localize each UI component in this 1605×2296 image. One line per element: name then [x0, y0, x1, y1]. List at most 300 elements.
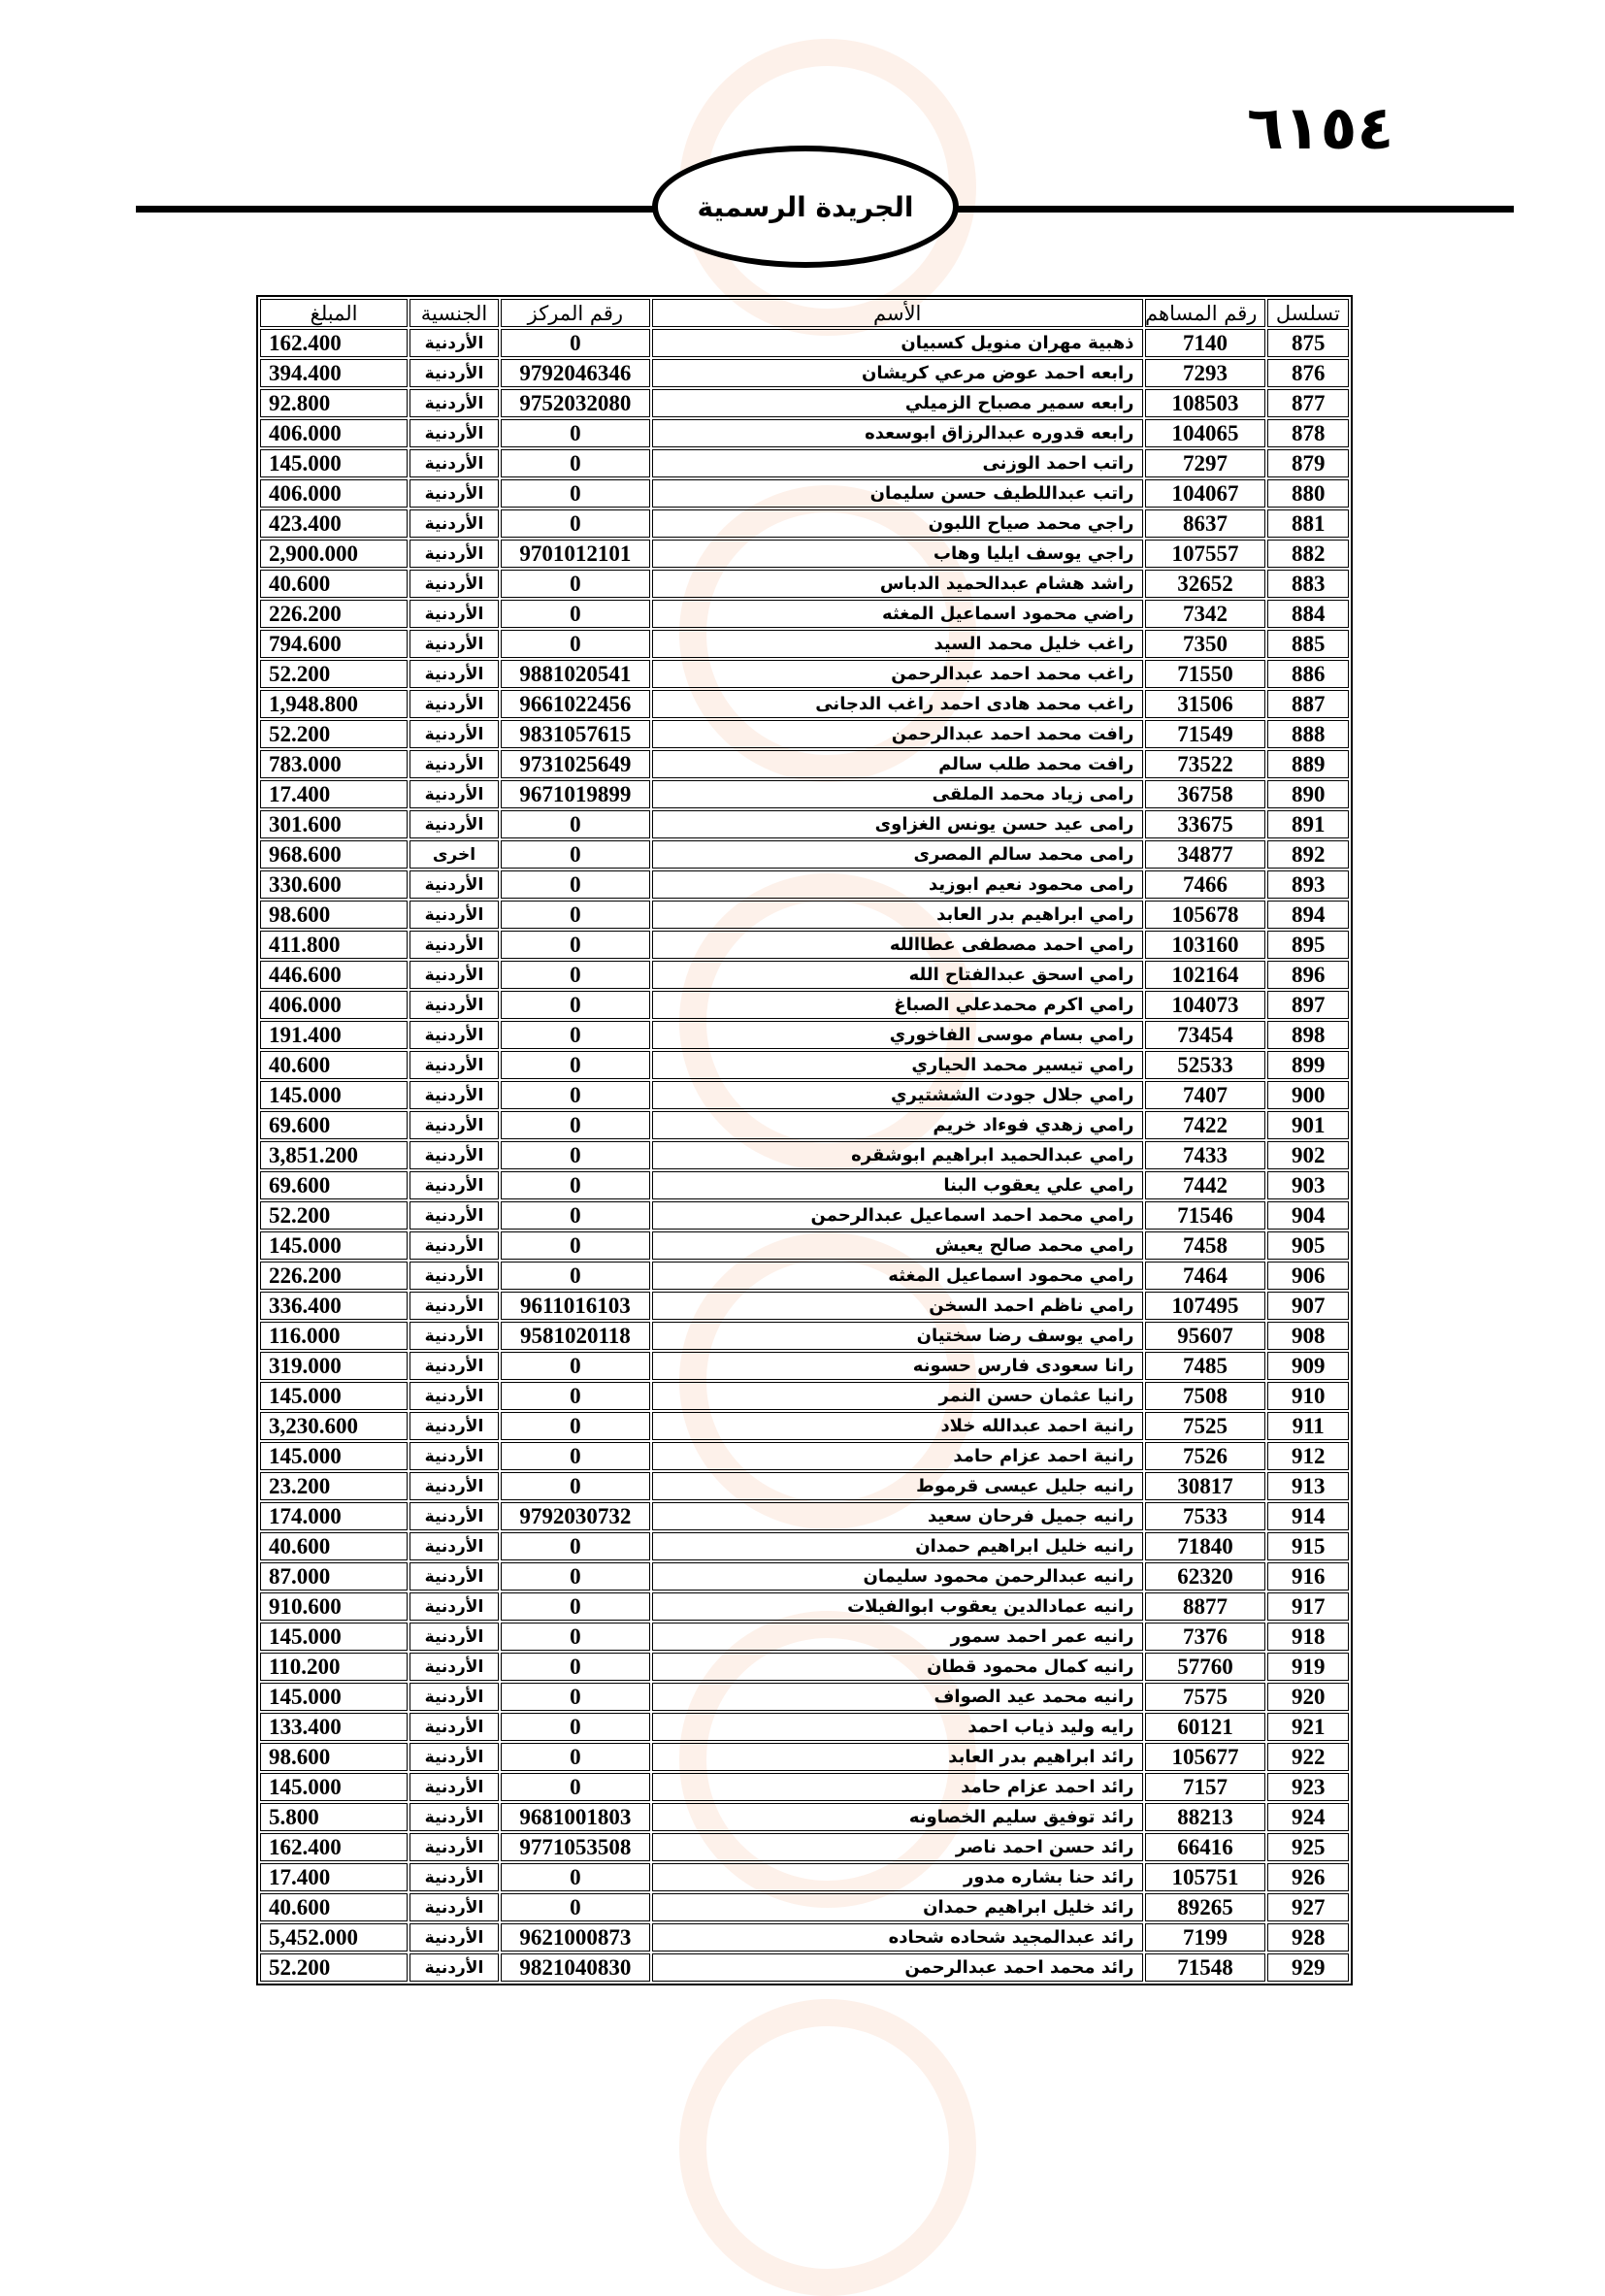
nationality-cell: الأردنية	[409, 1923, 499, 1952]
center-no-cell: 9661022456	[501, 690, 650, 718]
table-row	[260, 1412, 1349, 1440]
name-cell: راتب عبداللطيف حسن سليمان	[652, 479, 1143, 508]
name-cell: رانا سعودى فارس حسونه	[652, 1352, 1143, 1380]
shareholder-no-cell: 7342	[1145, 600, 1266, 628]
serial-cell: 921	[1267, 1713, 1349, 1741]
amount-cell: 336.400	[260, 1292, 408, 1320]
table-row	[260, 1292, 1349, 1320]
shareholder-no-cell: 7140	[1145, 329, 1266, 357]
table-row	[260, 1201, 1349, 1230]
name-cell: راغب خليل محمد السيد	[652, 630, 1143, 658]
serial-cell: 880	[1267, 479, 1349, 508]
center-no-cell: 9731025649	[501, 750, 650, 778]
name-cell: رانية احمد عبدالله خلاد	[652, 1412, 1143, 1440]
shareholder-no-cell: 7293	[1145, 359, 1266, 387]
nationality-cell: الأردنية	[409, 720, 499, 748]
table-row	[260, 660, 1349, 688]
amount-cell: 423.400	[260, 509, 408, 538]
serial-cell: 917	[1267, 1592, 1349, 1621]
serial-cell: 926	[1267, 1863, 1349, 1891]
amount-cell: 968.600	[260, 840, 408, 869]
center-no-cell: 0	[501, 1562, 650, 1591]
serial-cell: 883	[1267, 570, 1349, 598]
amount-cell: 301.600	[260, 810, 408, 838]
name-cell: رابعه سمير مصباح الزميلي	[652, 389, 1143, 417]
shareholder-no-cell: 66416	[1145, 1833, 1266, 1861]
table-row	[260, 1051, 1349, 1079]
center-no-cell: 9611016103	[501, 1292, 650, 1320]
serial-cell: 909	[1267, 1352, 1349, 1380]
name-cell: رابعه قدوره عبدالرزاق ابوسعده	[652, 419, 1143, 447]
name-cell: رائد محمد احمد عبدالرحمن	[652, 1953, 1143, 1982]
shareholder-no-cell: 7422	[1145, 1111, 1266, 1139]
serial-cell: 891	[1267, 810, 1349, 838]
name-cell: رافت محمد طلب سالم	[652, 750, 1143, 778]
center-no-cell: 0	[501, 1893, 650, 1921]
shareholder-no-cell: 7485	[1145, 1352, 1266, 1380]
table-row	[260, 540, 1349, 568]
name-cell: رامى محمود نعيم ابوزيد	[652, 870, 1143, 899]
center-no-cell: 0	[501, 1231, 650, 1260]
name-cell: رامي اكرم محمدعلي الصباغ	[652, 991, 1143, 1019]
shareholder-no-cell: 71840	[1145, 1532, 1266, 1560]
center-no-cell: 0	[501, 419, 650, 447]
amount-cell: 145.000	[260, 1773, 408, 1801]
center-no-cell: 0	[501, 1442, 650, 1470]
shareholder-no-cell: 102164	[1145, 961, 1266, 989]
shareholder-no-cell: 36758	[1145, 780, 1266, 808]
shareholder-no-cell: 57760	[1145, 1653, 1266, 1681]
nationality-cell: الأردنية	[409, 600, 499, 628]
name-cell: راضي محمود اسماعيل المغثه	[652, 600, 1143, 628]
name-cell: رامى محمد سالم المصرى	[652, 840, 1143, 869]
center-no-cell: 0	[501, 1262, 650, 1290]
nationality-cell: الأردنية	[409, 570, 499, 598]
nationality-cell: الأردنية	[409, 1171, 499, 1199]
table-row	[260, 1683, 1349, 1711]
name-cell: راتب احمد الوزنى	[652, 449, 1143, 477]
name-cell: راجي يوسف ايليا وهاب	[652, 540, 1143, 568]
shareholder-no-cell: 31506	[1145, 690, 1266, 718]
nationality-cell: الأردنية	[409, 359, 499, 387]
col-header-name: الأسم	[652, 299, 1143, 327]
center-no-cell: 9701012101	[501, 540, 650, 568]
table-row	[260, 1592, 1349, 1621]
amount-cell: 174.000	[260, 1502, 408, 1530]
name-cell: رائد حنا بشاره مدور	[652, 1863, 1143, 1891]
amount-cell: 92.800	[260, 389, 408, 417]
nationality-cell: الأردنية	[409, 931, 499, 959]
table-row	[260, 1562, 1349, 1591]
table-header-row	[260, 299, 1349, 327]
shareholder-no-cell: 7407	[1145, 1081, 1266, 1109]
nationality-cell: الأردنية	[409, 1803, 499, 1831]
name-cell: رانيه عبدالرحمن محمود سليمان	[652, 1562, 1143, 1591]
nationality-cell: الأردنية	[409, 1562, 499, 1591]
serial-cell: 915	[1267, 1532, 1349, 1560]
amount-cell: 145.000	[260, 1442, 408, 1470]
amount-cell: 162.400	[260, 329, 408, 357]
amount-cell: 319.000	[260, 1352, 408, 1380]
name-cell: رامي زهدي فوءاد خريم	[652, 1111, 1143, 1139]
table-row	[260, 1743, 1349, 1771]
serial-cell: 918	[1267, 1623, 1349, 1651]
name-cell: رانيه جميل فرحان سعيد	[652, 1502, 1143, 1530]
shareholder-no-cell: 7466	[1145, 870, 1266, 899]
nationality-cell: اخرى	[409, 840, 499, 869]
serial-cell: 879	[1267, 449, 1349, 477]
amount-cell: 98.600	[260, 1743, 408, 1771]
center-no-cell: 0	[501, 630, 650, 658]
center-no-cell: 9681001803	[501, 1803, 650, 1831]
shareholder-no-cell: 52533	[1145, 1051, 1266, 1079]
shareholder-no-cell: 71549	[1145, 720, 1266, 748]
name-cell: رائد عبدالمجيد شحاده شحاده	[652, 1923, 1143, 1952]
serial-cell: 876	[1267, 359, 1349, 387]
center-no-cell: 9881020541	[501, 660, 650, 688]
amount-cell: 40.600	[260, 1893, 408, 1921]
amount-cell: 3,851.200	[260, 1141, 408, 1169]
name-cell: رامي بسام موسى الفاخوري	[652, 1021, 1143, 1049]
table-row	[260, 1352, 1349, 1380]
shareholder-no-cell: 33675	[1145, 810, 1266, 838]
amount-cell: 2,900.000	[260, 540, 408, 568]
shareholder-no-cell: 7350	[1145, 630, 1266, 658]
nationality-cell: الأردنية	[409, 1442, 499, 1470]
nationality-cell: الأردنية	[409, 810, 499, 838]
serial-cell: 908	[1267, 1322, 1349, 1350]
center-no-cell: 0	[501, 600, 650, 628]
table-row	[260, 479, 1349, 508]
nationality-cell: الأردنية	[409, 329, 499, 357]
shareholder-no-cell: 73454	[1145, 1021, 1266, 1049]
serial-cell: 881	[1267, 509, 1349, 538]
nationality-cell: الأردنية	[409, 1412, 499, 1440]
nationality-cell: الأردنية	[409, 1111, 499, 1139]
nationality-cell: الأردنية	[409, 1141, 499, 1169]
serial-cell: 894	[1267, 901, 1349, 929]
center-no-cell: 0	[501, 1171, 650, 1199]
shareholder-no-cell: 7575	[1145, 1683, 1266, 1711]
table-row	[260, 509, 1349, 538]
name-cell: رامي اسحق عبدالفتاح الله	[652, 961, 1143, 989]
table-row	[260, 1773, 1349, 1801]
shareholder-no-cell: 104065	[1145, 419, 1266, 447]
amount-cell: 40.600	[260, 1532, 408, 1560]
serial-cell: 905	[1267, 1231, 1349, 1260]
amount-cell: 191.400	[260, 1021, 408, 1049]
shareholder-no-cell: 7508	[1145, 1382, 1266, 1410]
shareholder-no-cell: 7442	[1145, 1171, 1266, 1199]
serial-cell: 895	[1267, 931, 1349, 959]
serial-cell: 889	[1267, 750, 1349, 778]
nationality-cell: الأردنية	[409, 961, 499, 989]
nationality-cell: الأردنية	[409, 540, 499, 568]
amount-cell: 5,452.000	[260, 1923, 408, 1952]
name-cell: رامي عبدالحميد ابراهيم ابوشقره	[652, 1141, 1143, 1169]
table-row	[260, 1953, 1349, 1982]
center-no-cell: 0	[501, 1743, 650, 1771]
nationality-cell: الأردنية	[409, 1382, 499, 1410]
amount-cell: 52.200	[260, 1201, 408, 1230]
amount-cell: 145.000	[260, 1382, 408, 1410]
serial-cell: 890	[1267, 780, 1349, 808]
nationality-cell: الأردنية	[409, 660, 499, 688]
amount-cell: 5.800	[260, 1803, 408, 1831]
shareholder-no-cell: 107557	[1145, 540, 1266, 568]
col-header-center-no: رقم المركز	[501, 299, 650, 327]
name-cell: رابعه احمد عوض مرعي كريشان	[652, 359, 1143, 387]
shareholder-no-cell: 103160	[1145, 931, 1266, 959]
table-row	[260, 1322, 1349, 1350]
name-cell: رائد ابراهيم بدر العابد	[652, 1743, 1143, 1771]
nationality-cell: الأردنية	[409, 1623, 499, 1651]
amount-cell: 40.600	[260, 1051, 408, 1079]
center-no-cell: 0	[501, 1592, 650, 1621]
serial-cell: 913	[1267, 1472, 1349, 1500]
amount-cell: 40.600	[260, 570, 408, 598]
table-row	[260, 991, 1349, 1019]
amount-cell: 52.200	[260, 1953, 408, 1982]
serial-cell: 904	[1267, 1201, 1349, 1230]
nationality-cell: الأردنية	[409, 750, 499, 778]
nationality-cell: الأردنية	[409, 901, 499, 929]
table-row	[260, 1623, 1349, 1651]
name-cell: رامي علي يعقوب البنا	[652, 1171, 1143, 1199]
center-no-cell: 9831057615	[501, 720, 650, 748]
name-cell: رانيه جليل عيسى قرموط	[652, 1472, 1143, 1500]
nationality-cell: الأردنية	[409, 991, 499, 1019]
table-row	[260, 1863, 1349, 1891]
name-cell: رامي ناظم احمد السخن	[652, 1292, 1143, 1320]
nationality-cell: الأردنية	[409, 1292, 499, 1320]
shareholder-no-cell: 7297	[1145, 449, 1266, 477]
amount-cell: 69.600	[260, 1111, 408, 1139]
center-no-cell: 0	[501, 1382, 650, 1410]
table-row	[260, 840, 1349, 869]
amount-cell: 406.000	[260, 419, 408, 447]
table-row	[260, 870, 1349, 899]
center-no-cell: 9771053508	[501, 1833, 650, 1861]
amount-cell: 87.000	[260, 1562, 408, 1591]
serial-cell: 907	[1267, 1292, 1349, 1320]
nationality-cell: الأردنية	[409, 1683, 499, 1711]
shareholder-no-cell: 7526	[1145, 1442, 1266, 1470]
shareholder-no-cell: 95607	[1145, 1322, 1266, 1350]
amount-cell: 52.200	[260, 720, 408, 748]
name-cell: رانيه محمد عيد الصواف	[652, 1683, 1143, 1711]
serial-cell: 877	[1267, 389, 1349, 417]
amount-cell: 145.000	[260, 1683, 408, 1711]
table-row	[260, 901, 1349, 929]
amount-cell: 226.200	[260, 1262, 408, 1290]
shareholder-no-cell: 104073	[1145, 991, 1266, 1019]
name-cell: راجي محمد صياح اللبون	[652, 509, 1143, 538]
nationality-cell: الأردنية	[409, 1231, 499, 1260]
center-no-cell: 0	[501, 1532, 650, 1560]
shareholders-table	[256, 295, 1353, 1985]
col-header-serial: تسلسل	[1267, 299, 1349, 327]
name-cell: رانية احمد عزام حامد	[652, 1442, 1143, 1470]
nationality-cell: الأردنية	[409, 1201, 499, 1230]
center-no-cell: 0	[501, 1021, 650, 1049]
serial-cell: 924	[1267, 1803, 1349, 1831]
shareholder-no-cell: 7464	[1145, 1262, 1266, 1290]
shareholder-no-cell: 71550	[1145, 660, 1266, 688]
serial-cell: 885	[1267, 630, 1349, 658]
table-row	[260, 1893, 1349, 1921]
table-row	[260, 1502, 1349, 1530]
center-no-cell: 0	[501, 329, 650, 357]
shareholder-no-cell: 30817	[1145, 1472, 1266, 1500]
serial-cell: 927	[1267, 1893, 1349, 1921]
table-row	[260, 690, 1349, 718]
shareholder-no-cell: 71548	[1145, 1953, 1266, 1982]
shareholder-no-cell: 7376	[1145, 1623, 1266, 1651]
name-cell: رانيه كمال محمود قطان	[652, 1653, 1143, 1681]
serial-cell: 875	[1267, 329, 1349, 357]
name-cell: راغب محمد احمد عبدالرحمن	[652, 660, 1143, 688]
nationality-cell: الأردنية	[409, 1322, 499, 1350]
page-number: ٦١٥٤	[1247, 92, 1394, 163]
serial-cell: 922	[1267, 1743, 1349, 1771]
center-no-cell: 9752032080	[501, 389, 650, 417]
amount-cell: 1,948.800	[260, 690, 408, 718]
table-row	[260, 389, 1349, 417]
amount-cell: 794.600	[260, 630, 408, 658]
table-row	[260, 570, 1349, 598]
shareholder-no-cell: 7533	[1145, 1502, 1266, 1530]
table-row	[260, 630, 1349, 658]
shareholder-no-cell: 62320	[1145, 1562, 1266, 1591]
shareholder-no-cell: 34877	[1145, 840, 1266, 869]
watermark-clock-logo	[679, 1999, 976, 2296]
nationality-cell: الأردنية	[409, 1773, 499, 1801]
amount-cell: 23.200	[260, 1472, 408, 1500]
table-row	[260, 1141, 1349, 1169]
amount-cell: 406.000	[260, 991, 408, 1019]
center-no-cell: 9671019899	[501, 780, 650, 808]
table-row	[260, 1803, 1349, 1831]
center-no-cell: 9792030732	[501, 1502, 650, 1530]
shareholder-no-cell: 88213	[1145, 1803, 1266, 1831]
shareholder-no-cell: 7433	[1145, 1141, 1266, 1169]
nationality-cell: الأردنية	[409, 1262, 499, 1290]
amount-cell: 69.600	[260, 1171, 408, 1199]
center-no-cell: 0	[501, 449, 650, 477]
center-no-cell: 0	[501, 991, 650, 1019]
name-cell: رامي يوسف رضا سختيان	[652, 1322, 1143, 1350]
nationality-cell: الأردنية	[409, 1532, 499, 1560]
amount-cell: 910.600	[260, 1592, 408, 1621]
serial-cell: 911	[1267, 1412, 1349, 1440]
center-no-cell: 0	[501, 1653, 650, 1681]
table-row	[260, 1231, 1349, 1260]
center-no-cell: 0	[501, 1111, 650, 1139]
shareholder-no-cell: 32652	[1145, 570, 1266, 598]
center-no-cell: 0	[501, 1201, 650, 1230]
name-cell: رامى زياد محمد الملقى	[652, 780, 1143, 808]
center-no-cell: 0	[501, 1713, 650, 1741]
nationality-cell: الأردنية	[409, 690, 499, 718]
table-row	[260, 419, 1349, 447]
amount-cell: 411.800	[260, 931, 408, 959]
serial-cell: 929	[1267, 1953, 1349, 1982]
center-no-cell: 9581020118	[501, 1322, 650, 1350]
name-cell: رائد خليل ابراهيم حمدان	[652, 1893, 1143, 1921]
col-header-amount: المبلغ	[260, 299, 408, 327]
amount-cell: 330.600	[260, 870, 408, 899]
center-no-cell: 0	[501, 479, 650, 508]
center-no-cell: 0	[501, 509, 650, 538]
serial-cell: 912	[1267, 1442, 1349, 1470]
serial-cell: 906	[1267, 1262, 1349, 1290]
center-no-cell: 9621000873	[501, 1923, 650, 1952]
serial-cell: 916	[1267, 1562, 1349, 1591]
center-no-cell: 9792046346	[501, 359, 650, 387]
center-no-cell: 0	[501, 1472, 650, 1500]
shareholder-no-cell: 105677	[1145, 1743, 1266, 1771]
nationality-cell: الأردنية	[409, 1653, 499, 1681]
amount-cell: 3,230.600	[260, 1412, 408, 1440]
serial-cell: 919	[1267, 1653, 1349, 1681]
amount-cell: 226.200	[260, 600, 408, 628]
serial-cell: 898	[1267, 1021, 1349, 1049]
nationality-cell: الأردنية	[409, 1743, 499, 1771]
serial-cell: 893	[1267, 870, 1349, 899]
table-row	[260, 780, 1349, 808]
table-row	[260, 961, 1349, 989]
serial-cell: 897	[1267, 991, 1349, 1019]
center-no-cell: 0	[501, 810, 650, 838]
serial-cell: 923	[1267, 1773, 1349, 1801]
center-no-cell: 0	[501, 870, 650, 899]
nationality-cell: الأردنية	[409, 870, 499, 899]
name-cell: رامى عيد حسن يونس الغزاوى	[652, 810, 1143, 838]
serial-cell: 928	[1267, 1923, 1349, 1952]
header-title: الجريدة الرسمية	[697, 190, 914, 223]
shareholder-no-cell: 89265	[1145, 1893, 1266, 1921]
nationality-cell: الأردنية	[409, 1833, 499, 1861]
amount-cell: 145.000	[260, 1623, 408, 1651]
center-no-cell: 0	[501, 1412, 650, 1440]
name-cell: رانيا عثمان حسن النمر	[652, 1382, 1143, 1410]
center-no-cell: 0	[501, 1863, 650, 1891]
table-row	[260, 1472, 1349, 1500]
nationality-cell: الأردنية	[409, 1592, 499, 1621]
serial-cell: 903	[1267, 1171, 1349, 1199]
name-cell: رامي محمد صالح يعيش	[652, 1231, 1143, 1260]
nationality-cell: الأردنية	[409, 479, 499, 508]
shareholder-no-cell: 105751	[1145, 1863, 1266, 1891]
name-cell: رايه وليد ذياب احمد	[652, 1713, 1143, 1741]
name-cell: رامي محمد احمد اسماعيل عبدالرحمن	[652, 1201, 1143, 1230]
center-no-cell: 0	[501, 1773, 650, 1801]
amount-cell: 116.000	[260, 1322, 408, 1350]
nationality-cell: الأردنية	[409, 1502, 499, 1530]
table-row	[260, 1171, 1349, 1199]
name-cell: رانيه خليل ابراهيم حمدان	[652, 1532, 1143, 1560]
shareholder-no-cell: 71546	[1145, 1201, 1266, 1230]
nationality-cell: الأردنية	[409, 1893, 499, 1921]
name-cell: رافت محمد احمد عبدالرحمن	[652, 720, 1143, 748]
table-row	[260, 1262, 1349, 1290]
serial-cell: 896	[1267, 961, 1349, 989]
serial-cell: 925	[1267, 1833, 1349, 1861]
serial-cell: 882	[1267, 540, 1349, 568]
shareholder-no-cell: 7458	[1145, 1231, 1266, 1260]
nationality-cell: الأردنية	[409, 389, 499, 417]
